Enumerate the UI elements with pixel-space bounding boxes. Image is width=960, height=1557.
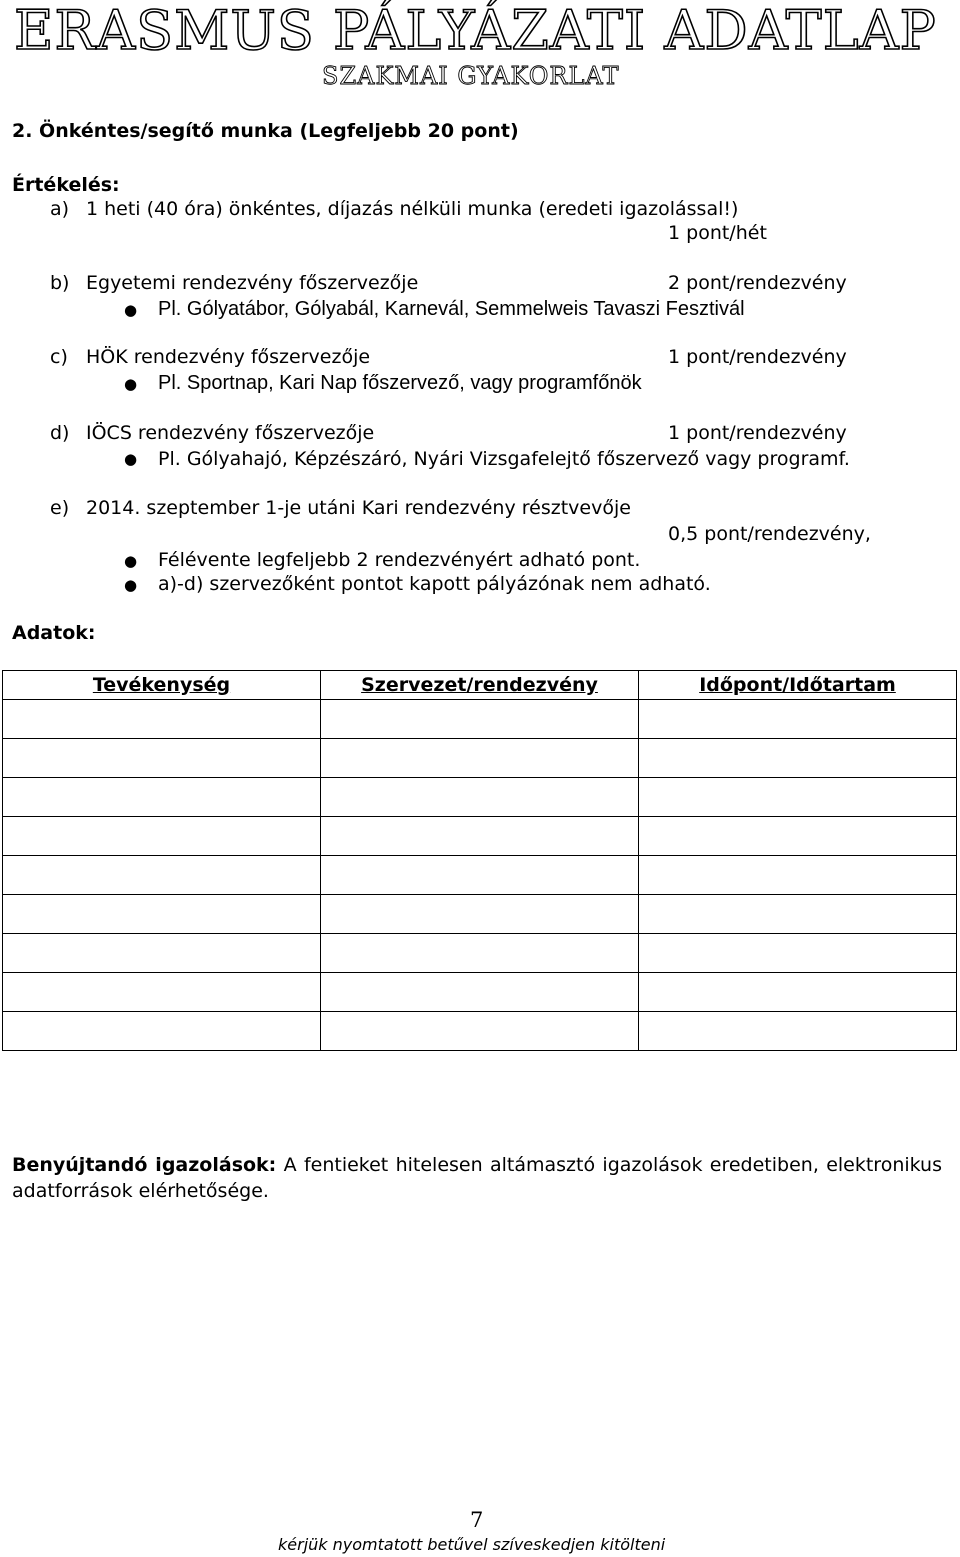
item-e-bullet-2: a)-d) szervezőként pontot kapott pályázónak nem adható. xyxy=(158,573,711,595)
submission-label: Benyújtandó igazolások: xyxy=(12,1154,277,1176)
column-header-date: Időpont/Időtartam xyxy=(639,671,957,700)
table-row xyxy=(3,856,957,895)
bullet-icon: ● xyxy=(124,301,138,319)
column-header-organization: Szervezet/rendezvény xyxy=(321,671,639,700)
table-cell-input[interactable] xyxy=(321,934,639,973)
item-e-letter: e) xyxy=(50,497,70,519)
table-cell-input[interactable] xyxy=(321,739,639,778)
bullet-icon: ● xyxy=(124,375,138,393)
document-subtitle: SZAKMAI GYAKORLAT xyxy=(322,62,620,90)
item-c-example: Pl. Sportnap, Kari Nap főszervező, vagy programfőnök xyxy=(158,372,642,394)
table-cell-input[interactable] xyxy=(639,700,957,739)
bullet-icon: ● xyxy=(124,576,138,594)
table-cell-input[interactable] xyxy=(3,856,321,895)
item-e-text: 2014. szeptember 1-je utáni Kari rendezvény résztvevője xyxy=(86,497,631,519)
data-label: Adatok: xyxy=(12,622,96,644)
table-row xyxy=(3,895,957,934)
page-number: 7 xyxy=(470,1508,484,1532)
column-header-activity: Tevékenység xyxy=(3,671,321,700)
table-cell-input[interactable] xyxy=(3,739,321,778)
submission-note xyxy=(12,1152,942,1204)
item-d-points: 1 pont/rendezvény xyxy=(668,422,847,444)
table-cell-input[interactable] xyxy=(639,934,957,973)
table-cell-input[interactable] xyxy=(3,895,321,934)
item-d-letter: d) xyxy=(50,422,70,444)
table-cell-input[interactable] xyxy=(321,973,639,1012)
table-cell-input[interactable] xyxy=(639,856,957,895)
table-cell-input[interactable] xyxy=(321,778,639,817)
item-c-points: 1 pont/rendezvény xyxy=(668,346,847,368)
item-d-example: Pl. Gólyahajó, Képzészáró, Nyári Vizsgafelejtő főszervező vagy programf. xyxy=(158,448,850,470)
table-cell-input[interactable] xyxy=(639,817,957,856)
table-cell-input[interactable] xyxy=(639,1012,957,1051)
item-a-text: 1 heti (40 óra) önkéntes, díjazás nélküli munka (eredeti igazolással!) xyxy=(86,198,739,220)
table-row xyxy=(3,973,957,1012)
item-b-text: Egyetemi rendezvény főszervezője xyxy=(86,272,419,294)
table-cell-input[interactable] xyxy=(321,856,639,895)
activity-table xyxy=(2,670,957,1051)
table-cell-input[interactable] xyxy=(639,778,957,817)
section-heading: 2. Önkéntes/segítő munka (Legfeljebb 20 pont) xyxy=(12,120,519,142)
table-cell-input[interactable] xyxy=(3,817,321,856)
table-cell-input[interactable] xyxy=(321,895,639,934)
table-cell-input[interactable] xyxy=(639,973,957,1012)
table-row xyxy=(3,778,957,817)
table-cell-input[interactable] xyxy=(3,778,321,817)
table-row xyxy=(3,817,957,856)
table-row xyxy=(3,1012,957,1051)
table-row xyxy=(3,934,957,973)
item-b-example: Pl. Gólyatábor, Gólyabál, Karnevál, Semmelweis Tavaszi Fesztivál xyxy=(158,298,745,320)
item-a-points: 1 pont/hét xyxy=(668,222,767,244)
item-d-text: IÖCS rendezvény főszervezője xyxy=(86,422,375,444)
footer-note: kérjük nyomtatott betűvel szíveskedjen kitölteni xyxy=(278,1535,666,1554)
bullet-icon: ● xyxy=(124,450,138,468)
item-a-letter: a) xyxy=(50,198,70,220)
submission-text: A fentieket hitelesen altámasztó igazolások eredetiben, elektronikus adatforrások elérhetősége. xyxy=(12,1154,943,1202)
table-cell-input[interactable] xyxy=(639,739,957,778)
table-cell-input[interactable] xyxy=(321,700,639,739)
table-row xyxy=(3,739,957,778)
table-cell-input[interactable] xyxy=(321,1012,639,1051)
evaluation-label: Értékelés: xyxy=(12,174,120,196)
item-c-letter: c) xyxy=(50,346,68,368)
table-cell-input[interactable] xyxy=(321,817,639,856)
table-cell-input[interactable] xyxy=(3,934,321,973)
item-c-text: HÖK rendezvény főszervezője xyxy=(86,346,371,368)
table-cell-input[interactable] xyxy=(3,1012,321,1051)
table-cell-input[interactable] xyxy=(639,895,957,934)
table-header-row xyxy=(3,671,957,700)
item-e-points: 0,5 pont/rendezvény, xyxy=(668,523,871,545)
table-row xyxy=(3,700,957,739)
table-cell-input[interactable] xyxy=(3,973,321,1012)
item-b-points: 2 pont/rendezvény xyxy=(668,272,847,294)
document-title: ERASMUS PÁLYÁZATI ADATLAP xyxy=(14,0,937,62)
bullet-icon: ● xyxy=(124,552,138,570)
item-e-bullet-1: Félévente legfeljebb 2 rendezvényért adható pont. xyxy=(158,549,641,571)
item-b-letter: b) xyxy=(50,272,70,294)
table-cell-input[interactable] xyxy=(3,700,321,739)
